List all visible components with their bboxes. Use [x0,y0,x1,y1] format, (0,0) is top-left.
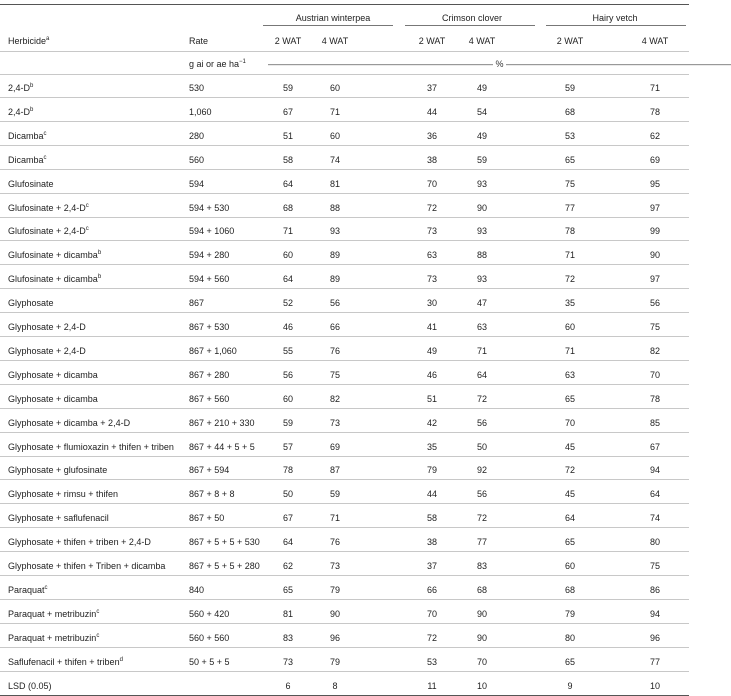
row-value: 58 [426,513,437,524]
row-value: 60 [329,130,340,141]
row-value: 45 [564,441,575,452]
row-value: 63 [564,369,575,380]
row-divider [0,264,689,265]
row-value: 65 [564,656,575,667]
column-header-herbicide: Herbicide$^a$ [8,36,50,46]
row-value: 74 [649,513,660,524]
row-value: 51 [282,130,293,141]
herbicide-name: Glyphosate + 2,4-D [8,322,86,332]
row-herbicide [8,584,48,596]
row-value: 68 [564,584,575,595]
row-value: 60 [564,322,575,332]
herbicide-name: 2,4-D [8,83,31,93]
row-value: 70 [564,417,575,428]
row-divider [0,408,689,409]
row-rate: 867 + 5 + 5 + 280 [189,561,260,571]
row-value: 93 [476,274,487,285]
footnote-marker: c [44,584,48,591]
row-divider [0,217,689,218]
row-value: 67 [649,441,660,452]
row-value: 10 [649,680,660,691]
row-divider [0,551,689,552]
row-value: 73 [329,561,340,571]
row-value: 82 [329,393,340,404]
row-value: 72 [476,393,487,404]
herbicide-name: Paraquat + metribuzin [8,632,97,643]
row-value: 63 [426,250,437,261]
row-value: 70 [649,369,660,380]
row-herbicide [8,393,98,405]
row-herbicide [8,345,86,357]
footnote-marker: b [30,106,34,113]
footnote-marker: c [85,202,89,209]
row-value: 71 [282,226,293,237]
row-rate: 867 + 560 [189,393,230,404]
row-value: 71 [329,106,340,117]
row-value: 93 [476,226,487,237]
row-value: 59 [282,417,293,428]
row-value: 90 [649,250,660,261]
row-divider [0,432,689,433]
row-value: 75 [649,561,660,571]
row-value: 85 [649,417,660,428]
row-rate: 867 [189,298,205,309]
footnote-marker: c [43,130,47,137]
row-rate: 594 + 560 [189,274,230,285]
row-value: 76 [329,537,340,548]
row-rate: 867 + 594 [189,465,230,476]
herbicide-name: LSD (0.05) [8,680,52,691]
row-value: 54 [476,106,487,117]
row-value: 49 [476,130,487,141]
row-value: 89 [329,250,340,261]
herbicide-name: Dicamba [8,154,44,165]
row-value: 53 [426,656,437,667]
column-header-wat-6: 4 WAT [641,36,669,46]
row-value: 70 [476,656,487,667]
row-value: 72 [426,202,437,213]
row-value: 93 [476,178,487,189]
row-value: 75 [564,178,575,189]
herbicide-name: Glufosinate + dicamba [8,250,98,261]
footnote-marker: b [97,274,102,281]
herbicide-name: Glyphosate + 2,4-D [8,345,86,356]
row-value: 70 [426,178,437,189]
row-value: 77 [649,656,660,667]
column-header-wat-3: 2 WAT [418,36,446,46]
row-value: 56 [329,298,340,309]
row-rate: 867 + 530 [189,322,230,332]
herbicide-name: Glyphosate + dicamba [8,393,98,404]
row-value: 69 [329,441,340,452]
footnote-marker: c [96,632,100,639]
herbicide-name: Glufosinate + 2,4-D [8,202,86,213]
row-herbicide [8,464,107,476]
row-value: 58 [282,154,293,165]
herbicide-name: Glyphosate + dicamba [8,369,98,380]
table-bottom-rule [0,695,689,696]
row-divider [0,169,689,170]
row-value: 45 [564,489,575,500]
row-value: 87 [329,465,340,476]
row-value: 81 [282,608,293,619]
column-header-wat-2: 4 WAT [321,36,349,46]
row-value: 77 [564,202,575,213]
row-value: 97 [649,202,660,213]
row-value: 71 [564,250,575,261]
column-header-wat-4: 4 WAT [468,36,496,46]
row-value: 72 [476,513,487,524]
row-value: 49 [426,345,437,356]
row-value: 6 [285,680,291,691]
row-divider [0,456,689,457]
row-value: 44 [426,489,437,500]
row-herbicide [8,680,52,692]
row-value: 83 [282,632,293,643]
row-value: 60 [282,393,293,404]
row-value: 65 [564,154,575,165]
header-rule [0,51,689,52]
row-herbicide [8,178,54,190]
row-value: 94 [649,465,660,476]
row-value: 68 [476,584,487,595]
row-value: 79 [564,608,575,619]
row-value: 42 [426,417,437,428]
row-value: 51 [426,393,437,404]
herbicide-name: Glyphosate + rimsu + thifen [8,489,119,500]
row-herbicide [8,369,98,381]
row-value: 59 [476,154,487,165]
column-header-wat-1: 2 WAT [274,36,302,46]
row-value: 80 [649,537,660,548]
row-value: 65 [564,393,575,404]
row-value: 38 [426,154,437,165]
row-divider [0,575,689,576]
units-rule [0,74,689,75]
row-value: 82 [649,345,660,356]
row-herbicide [8,82,33,94]
row-herbicide [8,249,101,261]
row-value: 88 [329,202,340,213]
row-value: 90 [476,632,487,643]
row-value: 56 [649,298,660,309]
row-value: 37 [426,83,437,93]
herbicide-name: Glyphosate [8,298,54,309]
row-value: 55 [282,345,293,356]
herbicide-name: Glyphosate + saflufenacil [8,513,109,524]
row-rate: 867 + 280 [189,369,230,380]
row-herbicide [8,130,47,142]
row-rate: 594 + 530 [189,202,230,213]
row-value: 92 [476,465,487,476]
row-value: 56 [476,417,487,428]
row-value: 68 [282,202,293,213]
row-herbicide [8,608,99,620]
row-value: 74 [329,154,340,165]
row-value: 66 [329,322,340,332]
column-header-wat-5: 2 WAT [556,36,584,46]
row-value: 81 [329,178,340,189]
row-value: 37 [426,561,437,571]
row-herbicide [8,488,118,500]
row-herbicide [8,202,89,214]
row-value: 63 [476,322,487,332]
row-value: 71 [476,345,487,356]
row-value: 65 [282,584,293,595]
row-herbicide [8,417,130,429]
row-value: 75 [329,369,340,380]
row-divider [0,671,689,672]
herbicide-name: Paraquat [8,584,45,595]
row-value: 66 [426,584,437,595]
row-rate: 867 + 1,060 [189,345,237,356]
row-rate: 594 + 280 [189,250,230,261]
herbicide-name: Glyphosate + thifen + Triben + dicamba [8,561,166,571]
row-value: 73 [329,417,340,428]
row-value: 57 [282,441,293,452]
row-value: 46 [282,322,293,332]
row-value: 64 [282,274,293,285]
row-value: 67 [282,513,293,524]
row-value: 44 [426,106,437,117]
row-rate: 280 [189,130,205,141]
row-value: 62 [282,561,293,571]
row-value: 99 [649,226,660,237]
row-value: 53 [564,130,575,141]
footnote-marker: b [30,83,34,89]
footnote-marker: c [43,154,47,161]
row-herbicide [8,154,47,166]
row-herbicide [8,297,54,309]
herbicide-name: Glyphosate + dicamba + 2,4-D [8,417,131,428]
row-value: 64 [649,489,660,500]
row-value: 59 [564,83,575,93]
row-herbicide [8,273,101,285]
row-value: 59 [282,83,293,93]
row-rate: 560 [189,154,205,165]
row-value: 59 [329,489,340,500]
column-header-rate: Rate [189,36,209,46]
row-value: 75 [649,322,660,332]
row-herbicide [8,656,123,668]
group-underline-austrian [263,25,393,26]
row-value: 73 [282,656,293,667]
row-value: 35 [564,298,575,309]
group-underline-crimson [405,25,535,26]
row-divider [0,384,689,385]
row-divider [0,145,689,146]
row-divider [0,288,689,289]
row-value: 96 [649,632,660,643]
group-underline-vetch [546,25,686,26]
row-value: 76 [329,345,340,356]
row-rate: 867 + 210 + 330 [189,417,255,428]
row-value: 10 [476,680,487,691]
row-value: 78 [564,226,575,237]
row-value: 89 [329,274,340,285]
row-divider [0,647,689,648]
herbicide-name: Glufosinate [8,178,54,189]
herbicide-name: Paraquat + metribuzin [8,608,97,619]
row-value: 80 [564,632,575,643]
row-rate: 594 [189,178,205,189]
row-value: 90 [476,608,487,619]
row-value: 73 [426,274,437,285]
row-value: 46 [426,369,437,380]
row-value: 56 [476,489,487,500]
row-rate: 1,060 [189,106,212,117]
footnote-marker: d [119,656,123,663]
row-value: 60 [329,83,340,93]
row-value: 70 [426,608,437,619]
row-value: 71 [649,83,660,93]
group-header-hairy-vetch: Hairy vetch [592,13,638,23]
row-value: 86 [649,584,660,595]
herbicide-name: Glyphosate + glufosinate [8,465,108,476]
row-divider [0,336,689,337]
row-value: 96 [329,632,340,643]
row-value: 65 [564,537,575,548]
row-value: 83 [476,561,487,571]
row-rate: 867 + 44 + 5 + 5 [189,441,255,452]
row-value: 38 [426,537,437,548]
row-value: 79 [329,584,340,595]
row-divider [0,479,689,480]
row-value: 72 [426,632,437,643]
table-top-rule [0,4,689,5]
row-rate: 50 + 5 + 5 [189,656,230,667]
row-value: 49 [476,83,487,93]
row-value: 62 [649,130,660,141]
row-value: 64 [476,369,487,380]
row-value: 64 [564,513,575,524]
row-herbicide [8,512,109,524]
row-rate: 867 + 8 + 8 [189,489,235,500]
footnote-marker: c [96,608,100,615]
row-herbicide [8,225,89,237]
row-value: 64 [282,178,293,189]
row-value: 41 [426,322,437,332]
row-value: 67 [282,106,293,117]
row-value: 72 [564,465,575,476]
row-rate: 560 + 560 [189,632,230,643]
herbicide-name: Glufosinate + dicamba [8,274,98,285]
row-value: 52 [282,298,293,309]
row-herbicide [8,560,165,572]
row-value: 79 [329,656,340,667]
row-value: 72 [564,274,575,285]
row-value: 9 [567,680,573,691]
row-value: 71 [329,513,340,524]
row-divider [0,240,689,241]
footnote-marker: c [85,226,89,233]
row-value: 60 [282,250,293,261]
row-value: 56 [282,369,293,380]
row-herbicide [8,321,86,333]
group-header-crimson-clover: Crimson clover [441,13,502,23]
row-value: 77 [476,537,487,548]
herbicide-name: Glufosinate + 2,4-D [8,226,86,237]
row-value: 69 [649,154,660,165]
row-divider [0,599,689,600]
row-value: 11 [427,680,437,691]
row-value: 90 [476,202,487,213]
row-value: 64 [282,537,293,548]
row-value: 97 [649,274,660,285]
row-value: 35 [426,441,437,452]
row-value: 68 [564,106,575,117]
row-divider [0,527,689,528]
row-divider [0,360,689,361]
row-herbicide [8,536,151,548]
herbicide-name: 2,4-D [8,106,31,117]
row-value: 8 [332,680,338,691]
row-value: 71 [564,345,575,356]
row-value: 30 [426,298,437,309]
row-value: 95 [649,178,660,189]
group-header-austrian-winterpea: Austrian winterpea [295,13,371,23]
row-divider [0,312,689,313]
row-value: 78 [282,465,293,476]
row-rate: 530 [189,83,205,93]
herbicide-name: Glyphosate + flumioxazin + thifen + triben [8,441,174,452]
row-value: 94 [649,608,660,619]
row-value: 60 [564,561,575,571]
row-value: 79 [426,465,437,476]
herbicide-name: Dicamba [8,130,44,141]
row-rate: 594 + 1060 [189,226,235,237]
row-rate: 867 + 5 + 5 + 530 [189,537,260,548]
row-value: 73 [426,226,437,237]
row-value: 88 [476,250,487,261]
row-divider [0,97,689,98]
row-value: 78 [649,106,660,117]
row-herbicide [8,441,174,453]
footnote-marker: b [97,250,102,257]
row-rate: 560 + 420 [189,608,230,619]
herbicide-name: Glyphosate + thifen + triben + 2,4-D [8,537,151,548]
row-herbicide [8,632,99,644]
row-rate: 840 [189,584,205,595]
units-label: g ai or ae $ha^{-1}$ [189,59,246,69]
row-herbicide [8,106,33,118]
percent-dash-line: ————————————————————————— % ————————————————————————— [268,59,731,69]
row-divider [0,121,689,122]
row-value: 47 [476,298,487,309]
row-value: 50 [282,489,293,500]
row-rate: 867 + 50 [189,513,225,524]
row-divider [0,503,689,504]
row-divider [0,623,689,624]
row-value: 50 [476,441,487,452]
row-value: 78 [649,393,660,404]
row-value: 90 [329,608,340,619]
herbicide-name: Saflufenacil + thifen + triben [8,656,120,667]
row-divider [0,193,689,194]
row-value: 93 [329,226,340,237]
row-value: 36 [426,130,437,141]
